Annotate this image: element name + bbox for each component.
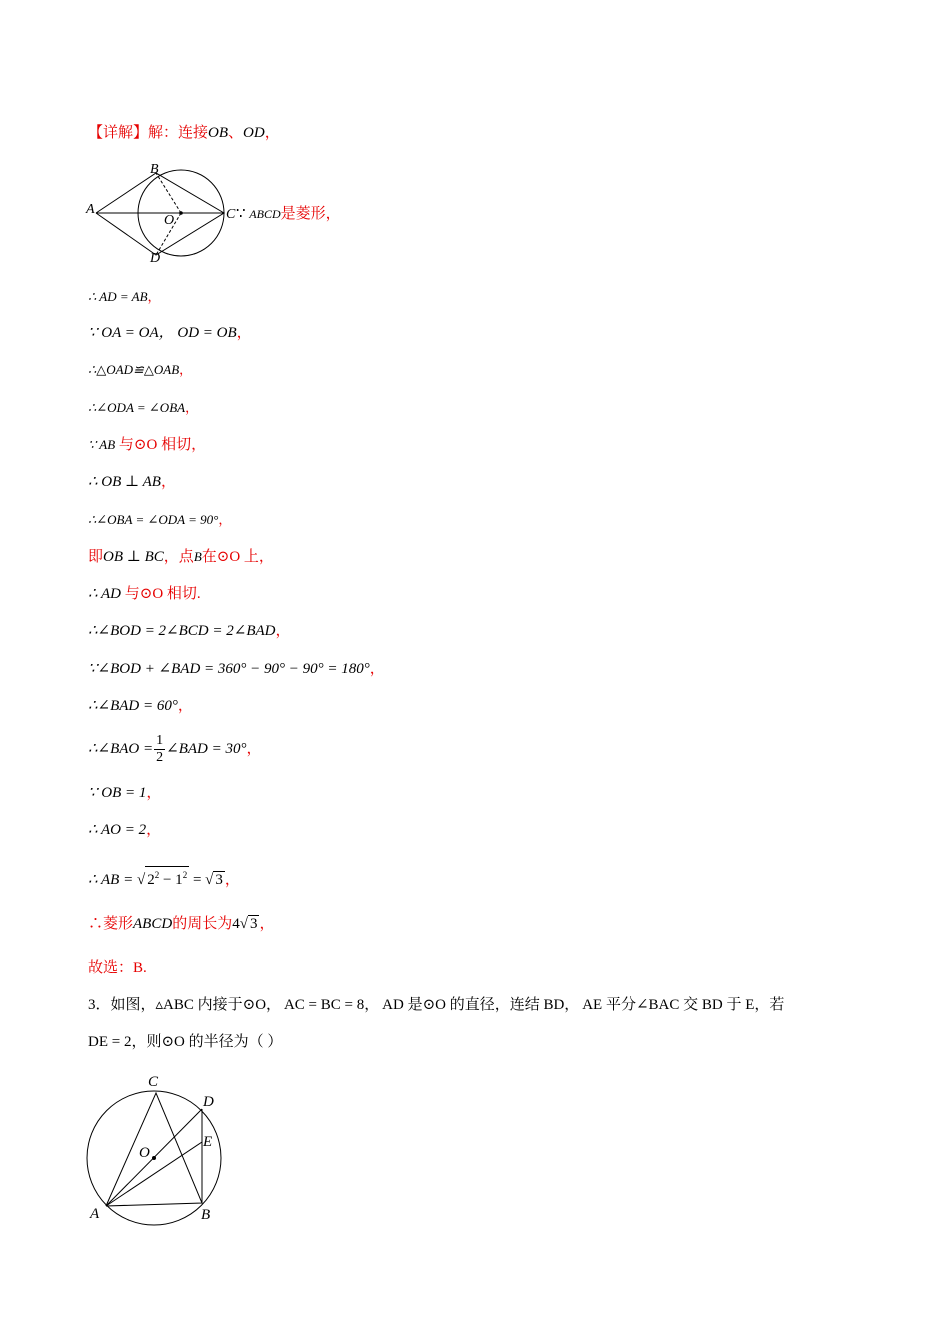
label-b-2: B (201, 1207, 211, 1223)
step-3: ∴△OAD≌△OAB， (88, 362, 193, 377)
step-9: ∴ AD 与⊙O 相切. (88, 586, 201, 602)
step-11: ∵∠BOD + ∠BAD = 360° − 90° − 90° = 180°， (88, 661, 385, 677)
step-7: ∴∠OBA = ∠ODA = 90°， (88, 512, 232, 527)
step-16: ∴ AB = √ $2^2 - 1^2$ = √ 3 ， (88, 866, 240, 890)
center-o (179, 211, 183, 215)
label-o-2: O (139, 1145, 150, 1161)
step-12: ∴∠BAD = 60°， (88, 698, 193, 714)
intro-text: 解：连接 (148, 125, 209, 141)
step-8: 即OB ⊥ BC，点B在⊙O 上， (88, 549, 274, 565)
problem3-number: 3． (88, 997, 111, 1013)
step-1: ∴ AD = AB， (88, 289, 161, 304)
rhombus-given-line (236, 204, 341, 224)
label-c: C (226, 207, 236, 222)
abcd-label: ABCD (249, 207, 281, 221)
problem3-line1 (88, 995, 784, 1015)
rhombus-text: 是菱形， (280, 206, 341, 222)
sqrt-expression: $2^2 - 1^2$ (145, 866, 189, 888)
fraction-half: $\frac{1}{2}$ (156, 733, 164, 766)
step-6: ∴ OB ⊥ AB， (88, 474, 176, 490)
step-4: ∴∠ODA = ∠OBA， (88, 400, 199, 415)
problem3-text-1: 如图，▵ABC 内接于⊙O， AC = BC = 8， AD 是⊙O 的直径，连结 BD， AE 平分∠BAC 交 BD 于 E，若 (110, 997, 785, 1013)
solution-heading-line (88, 123, 280, 143)
triangle-abc (106, 1093, 202, 1206)
rhombus-abcd (96, 173, 224, 255)
inscribed-triangle-figure (84, 1070, 234, 1226)
step-17: ∴菱形ABCD的周长为4√ 3 ， (88, 916, 275, 932)
step-2: ∵ OA = OA， OD = OB， (88, 325, 252, 341)
solution-heading: 【详解】 (88, 125, 149, 141)
step-10: ∴∠BOD = 2∠BCD = 2∠BAD， (88, 623, 291, 639)
label-d-2: D (203, 1094, 214, 1110)
step-13: ∴∠BAO = $\frac{1}{2}$ ∠BAD = 30°， (88, 733, 262, 766)
intro-end: ， (264, 125, 280, 141)
label-a-2: A (90, 1206, 100, 1222)
label-c-2: C (148, 1074, 159, 1090)
rhombus-circle-figure (84, 160, 234, 268)
segment-ob (156, 173, 181, 213)
label-a: A (86, 202, 95, 217)
step-15: ∴ AO = 2， (88, 822, 162, 838)
center-o-2 (152, 1156, 156, 1160)
intro-ob: OB (208, 125, 229, 141)
because-symbol: ∵ (236, 206, 246, 222)
intro-sep: 、 (228, 125, 244, 141)
label-o: O (164, 213, 175, 228)
label-b: B (150, 162, 159, 177)
label-d: D (150, 251, 161, 266)
step-5: ∵ AB 与⊙O 相切， (88, 437, 207, 453)
label-e-2: E (203, 1134, 213, 1150)
problem3-line2: DE = 2，则⊙O 的半径为（ ） (88, 1034, 283, 1050)
step-14: ∵ OB = 1， (88, 785, 162, 801)
answer-line: 故选：B. (88, 960, 147, 976)
intro-od: OD (243, 125, 265, 141)
